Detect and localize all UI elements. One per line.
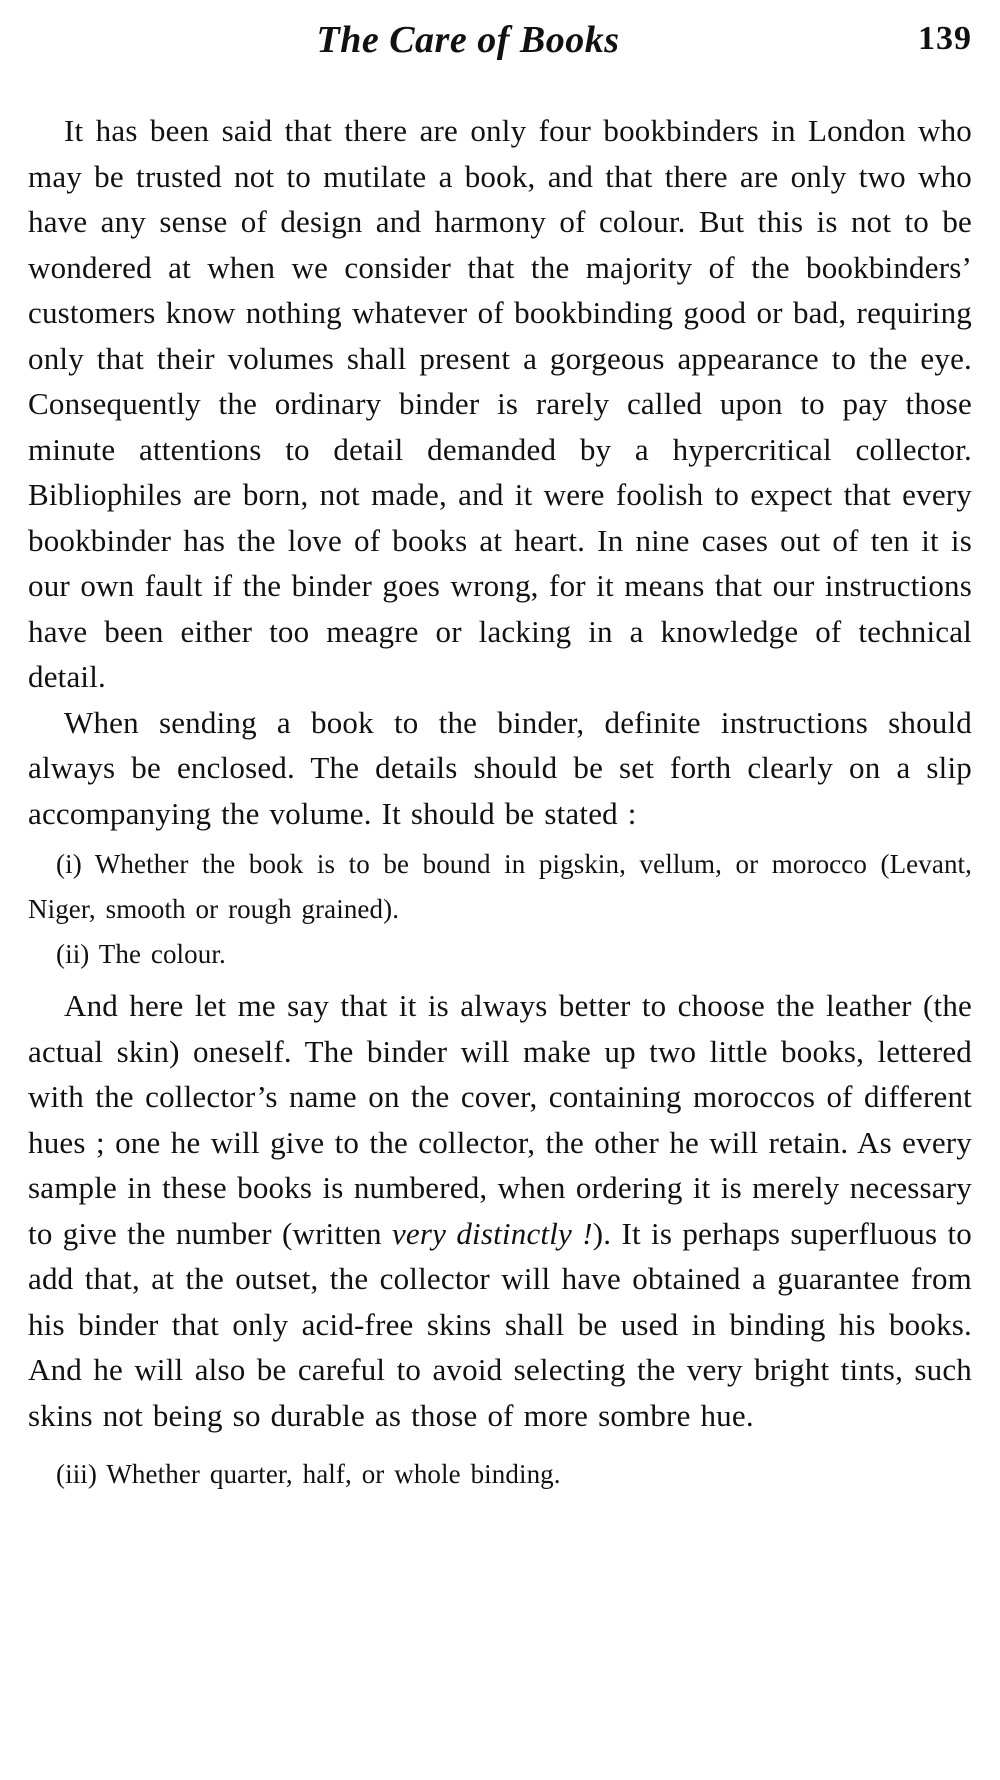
paragraph-leather [28,983,972,1438]
page-body [28,108,972,1497]
paragraph-bookbinders: It has been said that there are only four bookbinders in London who may be trusted not to mutilate a book, and that there are only two who have any sense of design and harmony of colour. But this is not to be wondered at when we consider that the majority of the bookbinders’ customers know nothing whatever of bookbinding good or bad, requiring only that their volumes shall present a gorgeous appearance to the eye. Consequently the ordinary binder is rarely called upon to pay those minute attentions to detail demanded by a hypercritical collector. Bibliophiles are born, not made, and it were foolish to expect that every bookbinder has the love of books at heart. In nine cases out of ten it is our own fault if the binder goes wrong, for it means that our instructions have been either too meagre or lacking in a knowledge of technical detail. [28,113,972,694]
page-number: 139 [918,20,972,57]
paragraph-leather-text-start: And here let me say that it is always better to choose the leather (the actual skin) oneself. The binder will make up two little books, lettered with the collector’s name on the cover, containing moroccos of different hues ; one he will give to the collector, the other he will retain. As every sample in these books is numbered, when ordering it is merely necessary to give the number (written [28,988,972,1251]
list-item-binding-type: (iii) Whether quarter, half, or whole binding. [56,1459,561,1489]
paragraph-leather-text-end: ). It is perhaps superfluous to add that, at the outset, the collector will have obtained a guarantee from his binder that only acid-free skins shall be used in binding his books. And he will also be careful to avoid selecting the very bright tints, such skins not being so durable as those of more sombre hue. [28,1215,972,1433]
list-item-material: (i) Whether the book is to be bound in pigskin, vellum, or morocco (Levant, Niger, smooth or rough grained). [28,849,972,924]
page-header [28,18,972,68]
paragraph-instructions: When sending a book to the binder, definite instructions should always be enclosed. The details should be set forth clearly on a slip accompanying the volume. It should be stated : [28,704,972,831]
emphasis-very-distinctly: very distinctly ! [391,1215,593,1251]
list-item-colour: (ii) The colour. [56,939,226,969]
running-title: The Care of Books [316,19,620,61]
spacer [28,1438,972,1452]
